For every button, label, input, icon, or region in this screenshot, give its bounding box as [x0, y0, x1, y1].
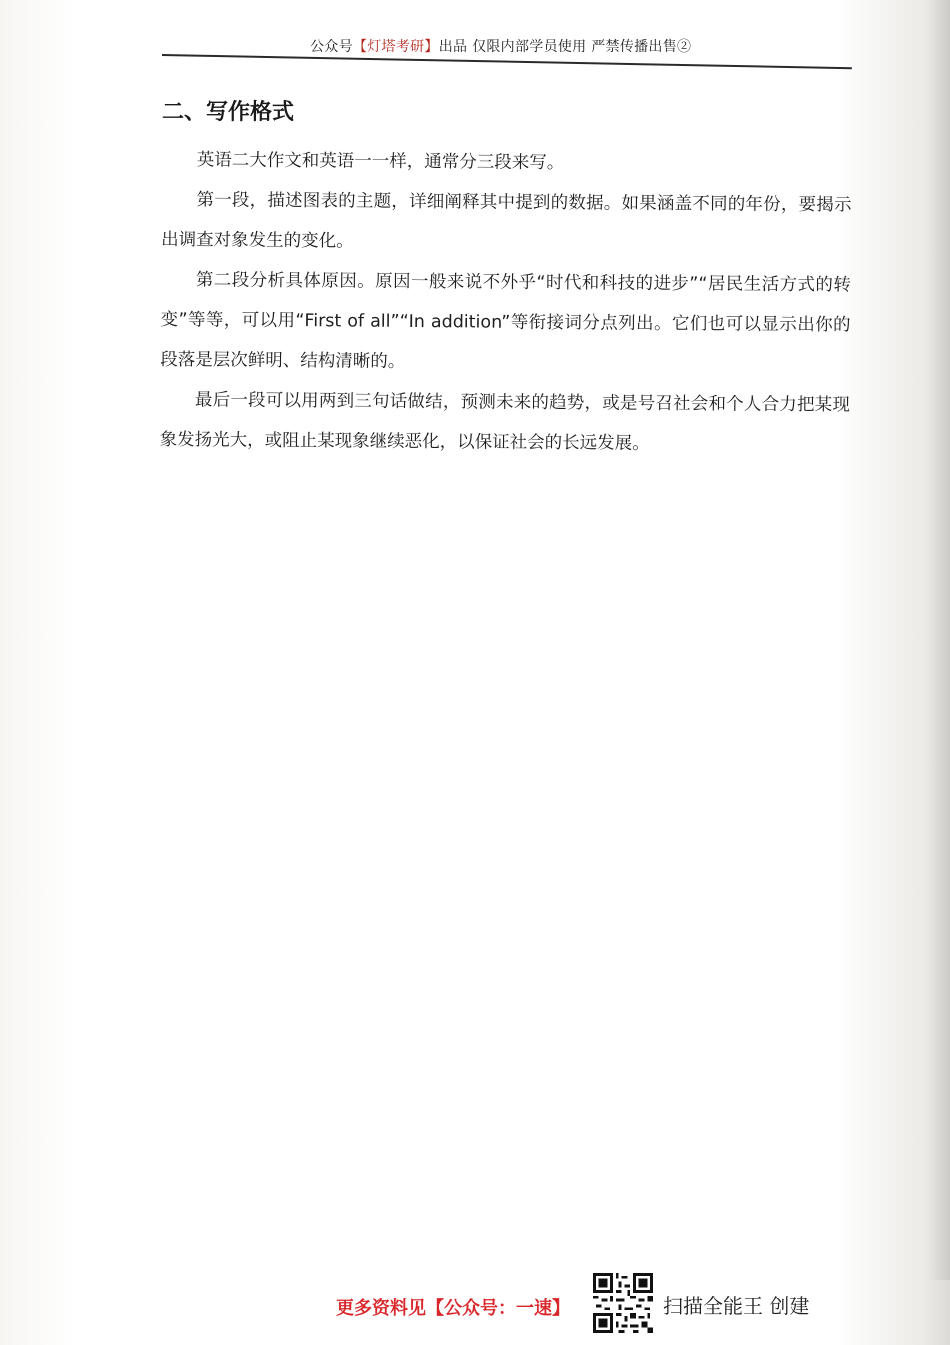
footer-ad-text: 更多资料见【公众号：一速】 [336, 1298, 570, 1319]
paragraph: 第一段，描述图表的主题，详细阐释其中提到的数据。如果涵盖不同的年份，要揭示出调查对象发生的变化。 [161, 190, 852, 252]
section-heading: 二、写作格式 [162, 100, 295, 125]
paragraph: 英语二大作文和英语一一样，通常分三段来写。 [196, 150, 565, 174]
page-header [310, 36, 691, 56]
header-brand: 【灯塔考研】 [352, 39, 439, 55]
scanner-watermark: 扫描全能王 创建 [663, 1294, 810, 1318]
header-prefix: 公众号 [310, 39, 353, 55]
qr-code-icon [593, 1273, 653, 1333]
header-rule [162, 54, 852, 69]
page-edge-shadow [928, 0, 950, 1280]
section-body [159, 140, 851, 465]
header-suffix: 出品 仅限内部学员使用 严禁传播出售② [438, 39, 692, 55]
paragraph: 最后一段可以用两到三句话做结，预测未来的趋势，或是号召社会和个人合力把某现象发扬光大，或阻止某现象继续恶化，以保证社会的长远发展。 [159, 390, 851, 454]
paragraph: 第二段分析具体原因。原因一般来说不外乎“时代和科技的进步”“居民生活方式的转变”等等，可以用“First of all”“In addition”等衔接词分点列出。它们也可以显示出你的段落是层次鲜明、结构清晰的。 [160, 270, 851, 372]
